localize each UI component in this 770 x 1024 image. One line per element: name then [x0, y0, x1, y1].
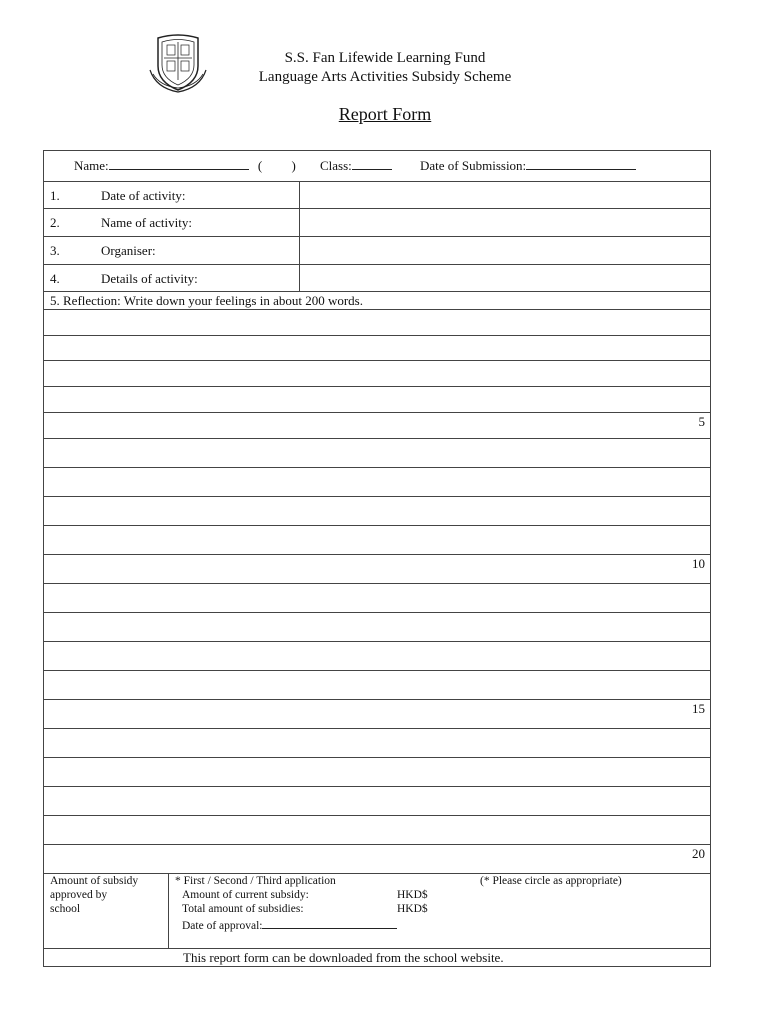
- writing-line: [43, 641, 711, 642]
- submission-date-field[interactable]: [420, 157, 636, 174]
- writing-line: [43, 757, 711, 758]
- footer-note: This report form can be downloaded from the school website.: [183, 950, 504, 965]
- question-3-label: Organiser:: [101, 243, 156, 258]
- total-subsidy-label: Total amount of subsidies:: [182, 903, 304, 915]
- submission-date-label: Date of Submission:: [420, 158, 527, 173]
- total-subsidy-currency: HKD$: [397, 903, 428, 915]
- approval-date-field[interactable]: [182, 917, 397, 932]
- question-1-number: 1.: [50, 188, 60, 203]
- reflection-prompt: 5. Reflection: Write down your feelings in about 200 words.: [50, 293, 363, 308]
- subsidy-label-line2: approved by: [50, 889, 108, 901]
- name-field[interactable]: [74, 157, 296, 174]
- question-2-number: 2.: [50, 215, 60, 230]
- subsidy-label-line1: Amount of subsidy: [50, 875, 139, 887]
- row-divider: [43, 236, 711, 237]
- name-blank[interactable]: [109, 157, 249, 170]
- report-form-title: Report Form: [338, 104, 432, 124]
- writing-line: [43, 386, 711, 387]
- row-divider: [43, 309, 711, 310]
- writing-line: [43, 335, 711, 336]
- approval-date-blank[interactable]: [262, 917, 397, 929]
- current-subsidy-currency: HKD$: [397, 889, 428, 901]
- writing-line: [43, 873, 711, 874]
- writing-line: [43, 670, 711, 671]
- writing-line: [43, 412, 711, 413]
- writing-line: [43, 583, 711, 584]
- writing-line: [43, 438, 711, 439]
- writing-line: [43, 786, 711, 787]
- line-number-5: 5: [698, 414, 705, 429]
- row-divider: [43, 291, 711, 292]
- question-2-label: Name of activity:: [101, 215, 192, 230]
- class-label: Class:: [320, 158, 352, 173]
- writing-line: [43, 554, 711, 555]
- line-number-10: 10: [692, 556, 705, 571]
- paren-open: (: [257, 158, 263, 173]
- line-number-20: 20: [692, 846, 705, 861]
- paren-close: ): [291, 158, 296, 173]
- writing-line: [43, 815, 711, 816]
- scheme-title: Language Arts Activities Subsidy Scheme: [258, 69, 512, 85]
- question-column-divider: [299, 181, 300, 291]
- question-1-label: Date of activity:: [101, 188, 186, 203]
- question-3-number: 3.: [50, 243, 60, 258]
- circle-note: (* Please circle as appropriate): [480, 875, 622, 887]
- writing-line: [43, 467, 711, 468]
- application-options[interactable]: * First / Second / Third application: [175, 875, 336, 887]
- writing-line: [43, 360, 711, 361]
- line-number-15: 15: [692, 701, 705, 716]
- row-divider: [43, 208, 711, 209]
- subsidy-column-divider: [168, 873, 169, 948]
- row-divider: [43, 181, 711, 182]
- question-4-number: 4.: [50, 271, 60, 286]
- table-top-border: [43, 150, 711, 151]
- writing-line: [43, 844, 711, 845]
- writing-line: [43, 525, 711, 526]
- name-label: Name:: [74, 158, 109, 173]
- writing-line: [43, 612, 711, 613]
- approval-date-label: Date of approval:: [182, 920, 263, 932]
- table-bottom-border: [43, 966, 711, 967]
- writing-line: [43, 496, 711, 497]
- fund-title: S.S. Fan Lifewide Learning Fund: [284, 50, 486, 66]
- row-divider: [43, 948, 711, 949]
- class-field[interactable]: [320, 157, 392, 174]
- current-subsidy-label: Amount of current subsidy:: [182, 889, 309, 901]
- submission-date-blank[interactable]: [526, 157, 636, 170]
- writing-line: [43, 728, 711, 729]
- row-divider: [43, 264, 711, 265]
- class-blank[interactable]: [352, 157, 392, 170]
- question-4-label: Details of activity:: [101, 271, 198, 286]
- subsidy-label-line3: school: [50, 903, 81, 915]
- writing-line: [43, 699, 711, 700]
